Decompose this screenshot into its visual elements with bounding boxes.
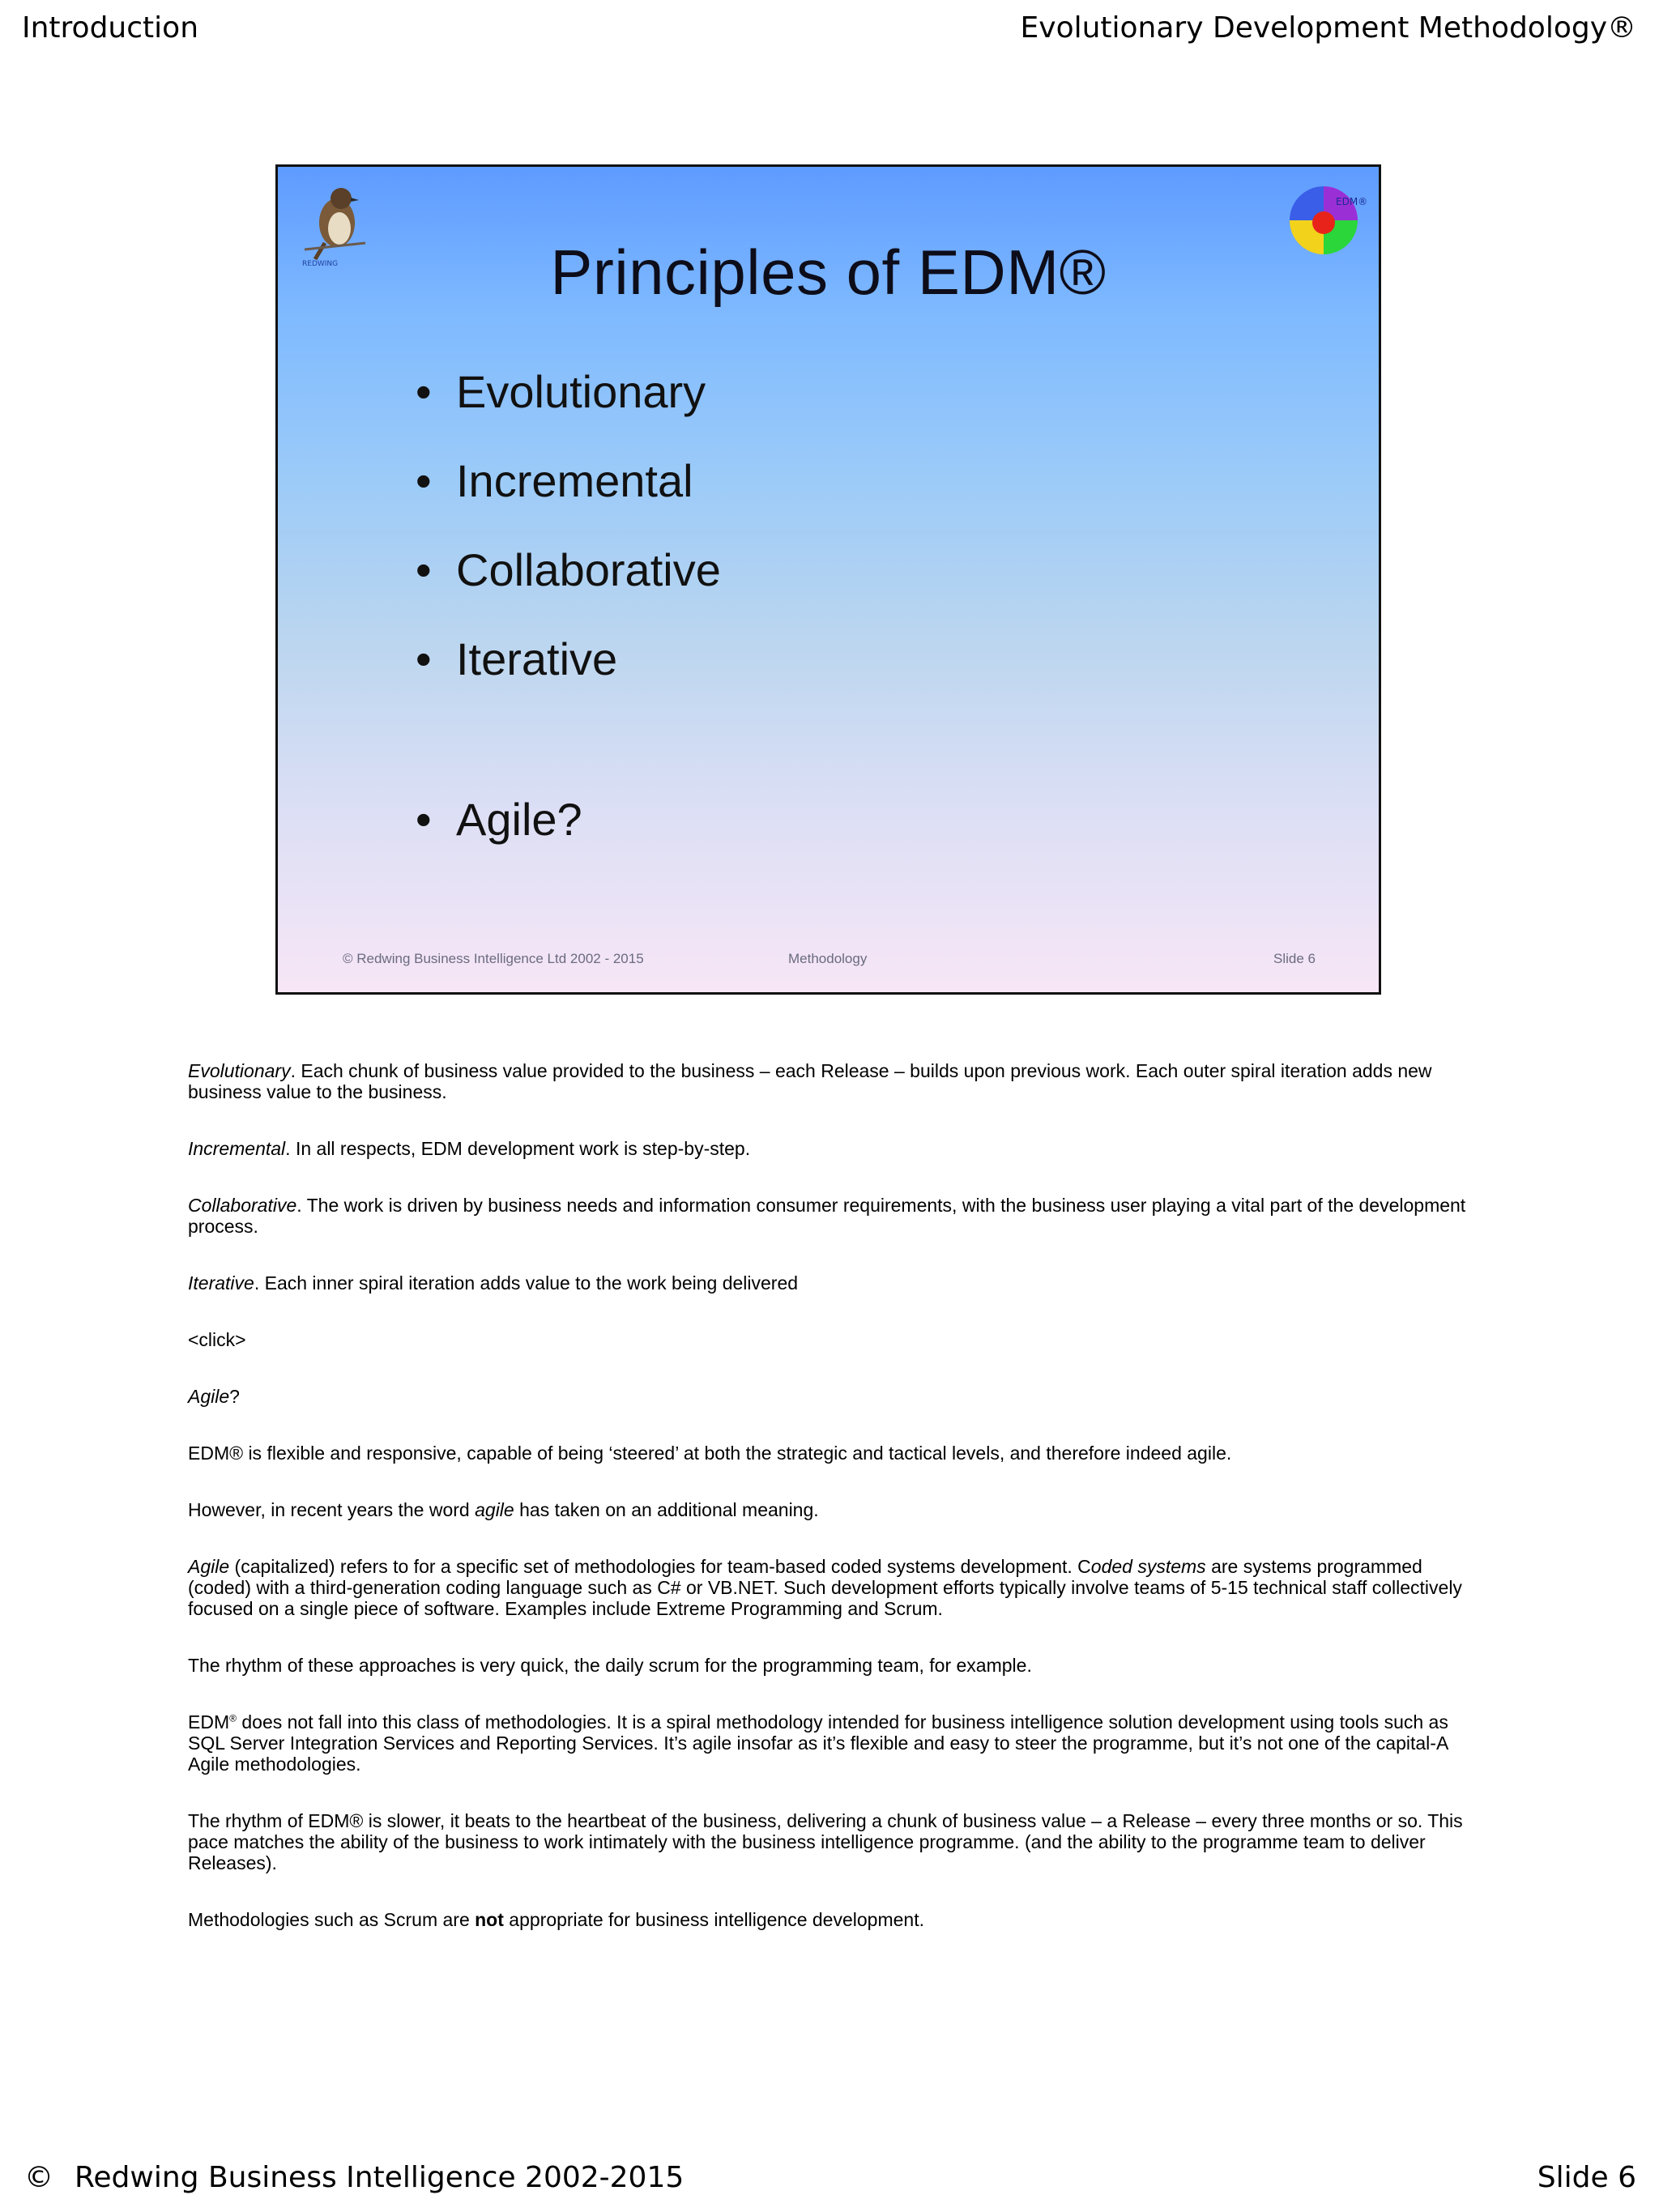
redwing-logo-text: REDWING bbox=[302, 260, 339, 267]
notes-text: EDM bbox=[188, 1711, 230, 1733]
bullet-text: Iterative bbox=[456, 633, 618, 684]
notes-text: ? bbox=[229, 1386, 240, 1407]
notes-paragraph: The rhythm of these approaches is very quick, the daily scrum for the programming team, for example. bbox=[188, 1655, 1032, 1676]
speaker-notes bbox=[188, 1060, 1476, 1966]
copyright-symbol: © bbox=[24, 2161, 53, 2194]
page-footer-company: Redwing Business Intelligence 2002-2015 bbox=[75, 2161, 684, 2194]
registered-mark: ® bbox=[229, 1712, 237, 1724]
notes-text: (capitalized) refers to for a specific set of methodologies for team-based coded systems development. C bbox=[229, 1556, 1091, 1577]
notes-paragraph bbox=[188, 1386, 1476, 1407]
notes-text: . In all respects, EDM development work is step-by-step. bbox=[285, 1138, 751, 1159]
notes-text: does not fall into this class of methodologies. It is a spiral methodology intended for business intelligence solution development using tools such as SQL Server Integration Services and Reporting Services. It’s agile insofar as it’s flexible and easy to steer the programme, but it’s not one of the capital-A Agile methodologies. bbox=[188, 1711, 1448, 1775]
notes-text: appropriate for business intelligence development. bbox=[503, 1909, 924, 1930]
bullet-marker: • bbox=[416, 455, 432, 506]
bullet-text: Incremental bbox=[456, 455, 693, 506]
notes-text: However, in recent years the word bbox=[188, 1499, 476, 1520]
notes-term: agile bbox=[475, 1499, 514, 1520]
notes-text: . Each inner spiral iteration adds value to the work being delivered bbox=[254, 1272, 799, 1294]
notes-text: . Each chunk of business value provided to the business – each Release – builds upon previous work. Each outer spiral iteration adds new business value to the business. bbox=[188, 1060, 1432, 1102]
bullet-item bbox=[416, 633, 617, 685]
notes-paragraph: <click> bbox=[188, 1329, 246, 1350]
page-header-section: Introduction bbox=[22, 11, 199, 45]
notes-paragraph bbox=[188, 1195, 1476, 1237]
page-header-title: Evolutionary Development Methodology® bbox=[1020, 11, 1636, 45]
slide-image bbox=[275, 164, 1381, 995]
bullet-marker: • bbox=[416, 544, 432, 595]
notes-emphasis: not bbox=[475, 1909, 504, 1930]
notes-term: Agile bbox=[188, 1556, 230, 1577]
bullet-text: Agile? bbox=[456, 794, 582, 845]
bullet-marker: • bbox=[416, 794, 432, 845]
notes-term: oded systems bbox=[1090, 1556, 1206, 1577]
bullet-item bbox=[416, 454, 693, 507]
page-footer-copyright bbox=[24, 2161, 684, 2194]
bullet-text: Collaborative bbox=[456, 544, 721, 595]
bullet-item bbox=[416, 365, 706, 418]
bullet-marker: • bbox=[416, 366, 432, 417]
bullet-item bbox=[416, 543, 721, 596]
notes-term: Collaborative bbox=[188, 1195, 297, 1216]
notes-term: Incremental bbox=[188, 1138, 286, 1159]
notes-term: Agile bbox=[188, 1386, 230, 1407]
notes-paragraph bbox=[188, 1556, 1476, 1619]
bullet-item bbox=[416, 793, 582, 846]
bullet-text: Evolutionary bbox=[456, 366, 706, 417]
notes-paragraph: EDM® is flexible and responsive, capable of being ‘steered’ at both the strategic and tactical levels, and therefore indeed agile. bbox=[188, 1443, 1232, 1464]
notes-text: . The work is driven by business needs and information consumer requirements, with the business user playing a vital part of the development process. bbox=[188, 1195, 1466, 1237]
notes-paragraph bbox=[188, 1060, 1476, 1102]
slide-footer-copyright: © Redwing Business Intelligence Ltd 2002 - 2015 bbox=[343, 951, 644, 966]
notes-term: Evolutionary bbox=[188, 1060, 291, 1081]
slide-footer-number: Slide 6 bbox=[1273, 951, 1316, 966]
notes-paragraph bbox=[188, 1138, 1476, 1159]
notes-text: has taken on an additional meaning. bbox=[514, 1499, 819, 1520]
notes-text: Methodologies such as Scrum are bbox=[188, 1909, 476, 1930]
notes-paragraph bbox=[188, 1272, 1476, 1294]
notes-paragraph bbox=[188, 1499, 1476, 1520]
edm-logo-text: EDM® bbox=[1336, 196, 1368, 207]
notes-paragraph: The rhythm of EDM® is slower, it beats to the heartbeat of the business, delivering a chunk of business value – a Release – every three months or so. This pace matches the ability of the business to work intimately with the business intelligence programme. (and the ability to the programme team to deliver Releases). bbox=[188, 1810, 1463, 1873]
notes-paragraph bbox=[188, 1909, 1476, 1930]
bullet-marker: • bbox=[416, 633, 432, 684]
notes-paragraph bbox=[188, 1711, 1476, 1775]
slide-title: Principles of EDM® bbox=[550, 237, 1107, 308]
slide-footer-section: Methodology bbox=[788, 951, 868, 966]
notes-term: Iterative bbox=[188, 1272, 254, 1294]
page-footer-slide-number: Slide 6 bbox=[1537, 2161, 1636, 2194]
notes-text: are systems programmed (coded) with a third-generation coding language such as C# or VB.NET. Such development efforts typically involve teams of 5-15 technical staff collectively focused on a single piece of software. Examples include Extreme Programming and Scrum. bbox=[188, 1556, 1462, 1619]
